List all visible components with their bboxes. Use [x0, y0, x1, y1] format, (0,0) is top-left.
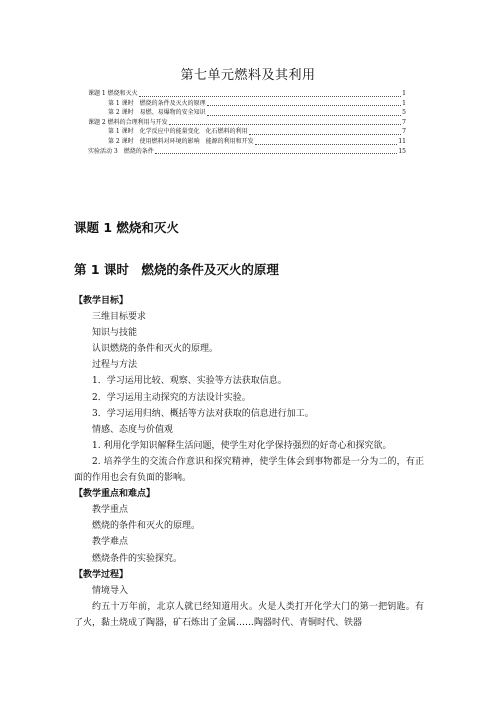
text-line: 燃烧条件的实验探究。 [92, 553, 183, 564]
toc-entry-text: 第 2 课时 使用燃料对环境的影响 能源的利用和开发 [108, 137, 254, 145]
toc-leader [249, 134, 402, 135]
toc-entry-page: 7 [402, 128, 406, 136]
toc-entry-page: 1 [402, 90, 406, 97]
document-body [74, 293, 424, 631]
toc-entry-text: 第 1 课时 燃烧的条件及灭火的原理 [108, 99, 206, 107]
text-line: 过程与方法 [92, 360, 138, 371]
section-title-process: 【教学过程】 [74, 569, 129, 580]
text-line: 教学重点 [92, 505, 129, 516]
toc-leader [207, 115, 402, 116]
toc-entry[interactable] [88, 99, 406, 109]
section-title-key-points: 【教学重点和难点】 [74, 489, 156, 500]
toc-leader [139, 96, 402, 97]
heading-lesson: 课题 1 燃烧和灭火 [74, 220, 179, 235]
text-line: 认识燃烧的条件和灭火的原理。 [92, 344, 219, 355]
toc-entry[interactable] [88, 147, 406, 157]
text-paragraph: 约五十万年前，北京人就已经知道用火。火是人类打开化学大门的第一把钥匙。有了火，黏土烧成了陶器，矿石炼出了金属……陶器时代、青铜时代、铁器 [74, 601, 424, 628]
toc-entry-page: 11 [398, 137, 406, 145]
toc-entry-text: 课题 1 燃烧和灭火 [88, 90, 138, 97]
toc-entry-page: 15 [398, 147, 406, 155]
toc-entry-page: 5 [402, 109, 406, 117]
toc-entry-page: 7 [402, 118, 406, 126]
toc-entry[interactable] [88, 127, 406, 137]
toc-entry[interactable] [88, 137, 406, 147]
text-line: 1．学习运用比较、观察、实验等方法获取信息。 [92, 376, 287, 387]
text-line: 燃烧的条件和灭火的原理。 [92, 521, 201, 532]
toc-entry-page: 1 [402, 99, 406, 107]
text-line: 情境导入 [92, 585, 129, 596]
document-title: 第七单元燃料及其利用 [180, 68, 316, 83]
text-line: 三维目标要求 [92, 312, 147, 323]
toc-leader [255, 144, 398, 145]
text-line: 教学难点 [92, 537, 129, 548]
section-title-goals: 【教学目标】 [74, 296, 129, 306]
toc-entry[interactable] [88, 89, 406, 99]
toc-leader [169, 124, 402, 125]
toc-entry[interactable] [88, 118, 406, 128]
text-line: 情感、态度与价值观 [92, 424, 174, 435]
text-line: 1. 利用化学知识解释生活问题，使学生对化学保持强烈的好奇心和探究欲。 [92, 440, 392, 451]
toc-entry-text: 课题 2 燃料的合理利用与开发 [88, 118, 168, 126]
heading-period: 第 1 课时 燃烧的条件及灭火的原理 [74, 262, 279, 277]
text-line: 3．学习运用归纳、概括等方法对获取的信息进行加工。 [92, 408, 314, 419]
text-line: 2．学习运用主动探究的方法设计实验。 [92, 392, 251, 403]
table-of-contents [88, 89, 406, 156]
toc-entry[interactable] [88, 108, 406, 118]
toc-entry-text: 实验活动 3 燃烧的条件 [88, 147, 154, 155]
toc-leader [155, 153, 398, 154]
toc-entry-text: 第 1 课时 化学反应中的能量变化 化石燃料的利用 [108, 128, 248, 136]
text-paragraph: 2. 培养学生的交流合作意识和探究精神，使学生体会到事物都是一分为二的，有正面的作用也会有负面的影响。 [74, 456, 424, 484]
toc-entry-text: 第 2 课时 易燃、易爆物的安全知识 [108, 109, 206, 117]
toc-leader [207, 105, 402, 106]
text-line: 知识与技能 [92, 328, 138, 339]
